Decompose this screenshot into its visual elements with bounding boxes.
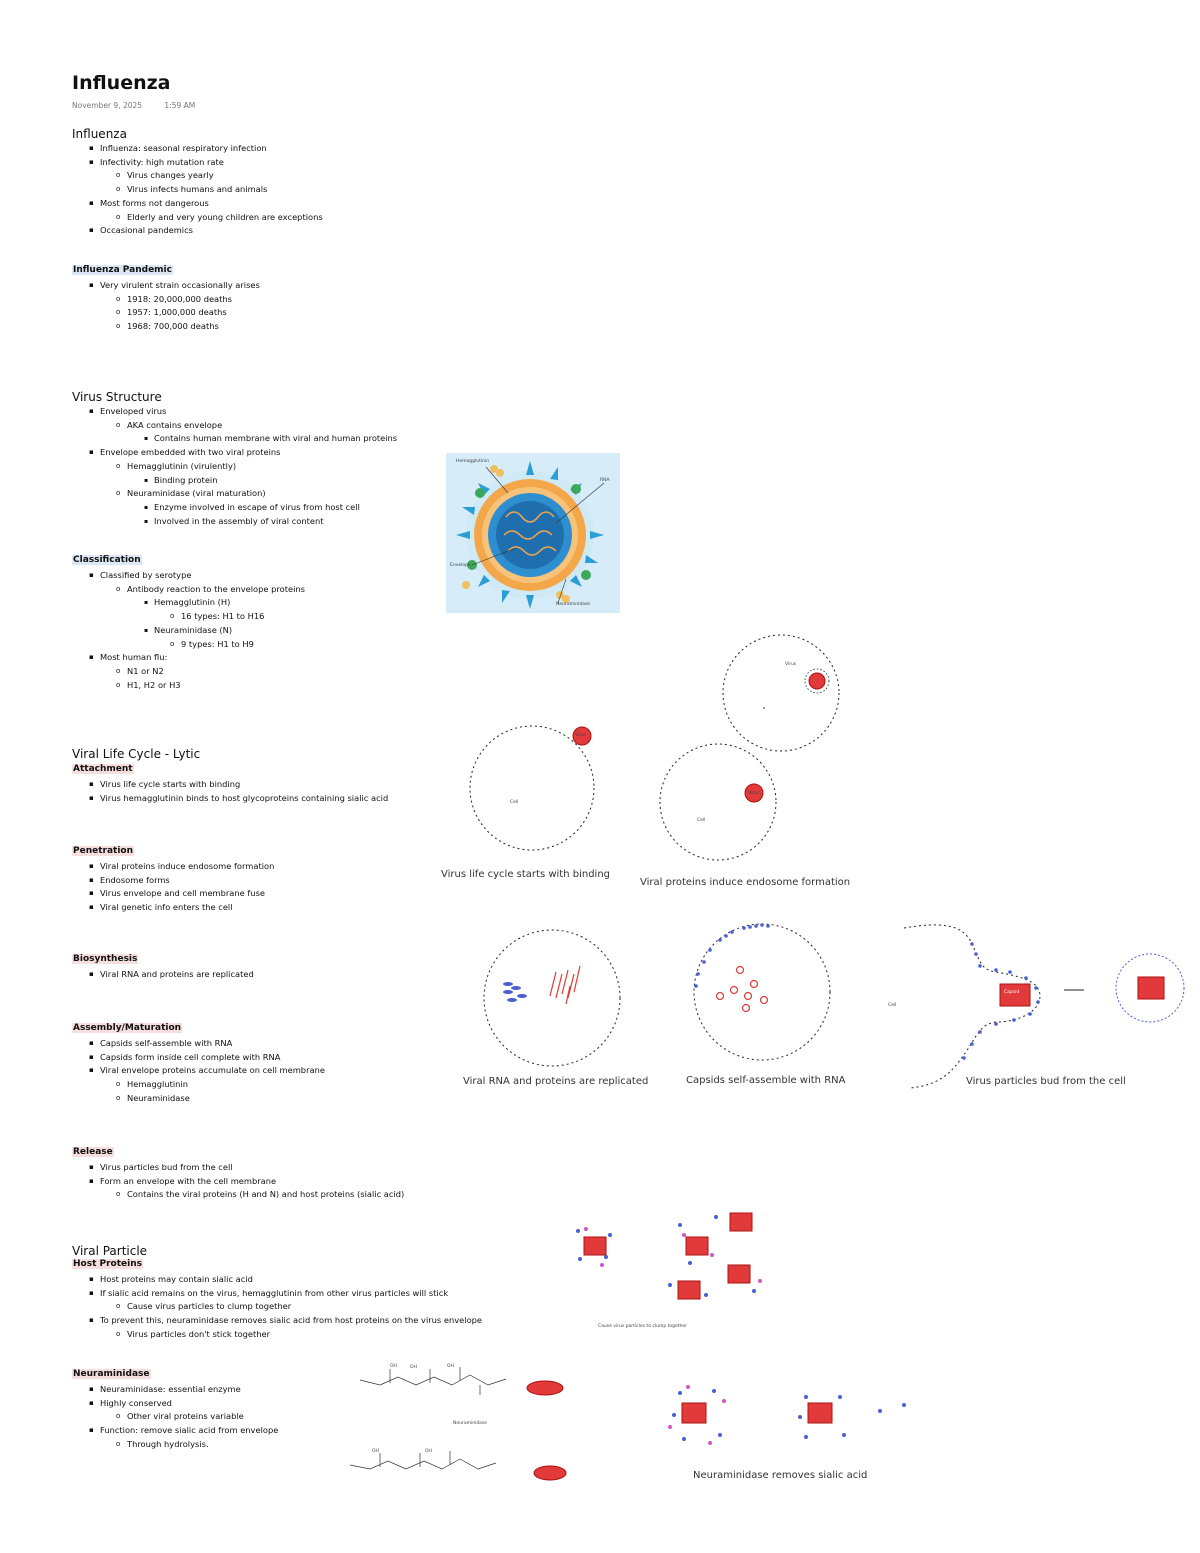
list-attachment: [72, 778, 388, 805]
list-item: ▪ Viral genetic info enters the cell: [72, 901, 274, 915]
list-item: ▪ Viral proteins induce endosome formation: [72, 860, 274, 874]
cell-budding-diagram: [900, 920, 1200, 1090]
list-item: o 1968: 700,000 deaths: [72, 320, 260, 334]
list-item: ▪ Capsids self-assemble with RNA: [72, 1037, 325, 1051]
list-item: ▪ Contains human membrane with viral and human proteins: [72, 432, 397, 446]
heading-penetration: Penetration: [73, 846, 134, 856]
list-item: o 9 types: H1 to H9: [72, 638, 305, 652]
cell-endosome-top-diagram: [719, 631, 843, 755]
list-biosynthesis: [72, 968, 254, 982]
list-item: ▪ Virus envelope and cell membrane fuse: [72, 887, 274, 901]
list-pandemic: [72, 279, 260, 334]
label-cell-1: Cell: [510, 800, 519, 805]
neuraminidase-removal-diagram: [640, 1375, 920, 1465]
heading-biosynthesis: Biosynthesis: [73, 954, 138, 964]
page-meta: [72, 101, 215, 110]
label-oh-1: OH: [390, 1364, 397, 1369]
list-item: o Cause virus particles to clump together: [72, 1300, 482, 1314]
label-cell-bud: Cell: [888, 1003, 897, 1008]
list-item: ▪ Influenza: seasonal respiratory infection: [72, 142, 323, 156]
label-oh-5: OH: [425, 1449, 432, 1454]
list-item: o Elderly and very young children are exceptions: [72, 211, 323, 225]
list-penetration: [72, 860, 274, 915]
list-item: o Neuraminidase: [72, 1092, 325, 1106]
heading-influenza: Influenza: [72, 127, 127, 141]
label-oh-3: OH: [447, 1364, 454, 1369]
heading-attachment: Attachment: [73, 764, 133, 774]
list-item: o H1, H2 or H3: [72, 679, 305, 693]
particles-clumping-diagram: [540, 1195, 780, 1325]
list-item: ▪ Neuraminidase: essential enzyme: [72, 1383, 278, 1397]
list-item: o Virus changes yearly: [72, 169, 323, 183]
caption-replicated: Viral RNA and proteins are replicated: [463, 1076, 649, 1087]
list-item: ▪ Host proteins may contain sialic acid: [72, 1273, 482, 1287]
heading-release: Release: [73, 1147, 113, 1157]
list-item: o Virus particles don't stick together: [72, 1328, 482, 1342]
sialic-acid-diagram: [340, 1355, 590, 1485]
label-hemagglutinin: Hemagglutinin: [456, 459, 490, 464]
list-classification: [72, 569, 305, 692]
list-item: ▪ Endosome forms: [72, 874, 274, 888]
list-item: ▪ Virus life cycle starts with binding: [72, 778, 388, 792]
label-neuraminidase-mol: Neuraminidase: [453, 1421, 488, 1426]
cell-endosome-diagram: [656, 740, 780, 864]
label-virus-1: Virus: [575, 733, 587, 738]
cell-capsid-diagram: [690, 920, 834, 1064]
list-item: ▪ Virus particles bud from the cell: [72, 1161, 404, 1175]
list-item: o Neuraminidase (viral maturation): [72, 487, 397, 501]
list-item: ▪ Neuraminidase (N): [72, 624, 305, 638]
heading-structure: Virus Structure: [72, 390, 162, 404]
page-title: Influenza: [72, 72, 171, 94]
list-item: ▪ Highly conserved: [72, 1397, 278, 1411]
label-oh-4: OH: [372, 1449, 379, 1454]
caption-clump: Cause virus particles to clump together: [598, 1324, 688, 1329]
caption-endosome: Viral proteins induce endosome formation: [640, 877, 851, 888]
label-rna: RNA: [600, 478, 610, 483]
cell-binding-diagram: [466, 722, 598, 854]
page-time: 1:59 AM: [164, 101, 196, 110]
list-item: ▪ Envelope embedded with two viral proteins: [72, 446, 397, 460]
label-cell-2: Cell: [697, 818, 706, 823]
list-release: [72, 1161, 404, 1202]
label-envelope: Envelope: [450, 563, 471, 568]
label-endosome: Virus: [785, 662, 797, 667]
list-item: ▪ Most forms not dangerous: [72, 197, 323, 211]
list-influenza: [72, 142, 323, 238]
list-item: ▪ Form an envelope with the cell membrane: [72, 1175, 404, 1189]
heading-neuraminidase: Neuraminidase: [73, 1369, 150, 1379]
label-virus-2: Virus: [748, 791, 760, 796]
list-item: o Through hydrolysis.: [72, 1438, 278, 1452]
list-item: ▪ Hemagglutinin (H): [72, 596, 305, 610]
list-item: o 16 types: H1 to H16: [72, 610, 305, 624]
list-item: ▪ Enveloped virus: [72, 405, 397, 419]
list-item: ▪ Viral envelope proteins accumulate on cell membrane: [72, 1064, 325, 1078]
list-item: ▪ Viral RNA and proteins are replicated: [72, 968, 254, 982]
caption-bud: Virus particles bud from the cell: [966, 1076, 1126, 1087]
list-assembly: [72, 1037, 325, 1106]
list-item: ▪ Involved in the assembly of viral content: [72, 515, 397, 529]
list-item: ▪ To prevent this, neuraminidase removes sialic acid from host proteins on the virus envelope: [72, 1314, 482, 1328]
list-item: ▪ Classified by serotype: [72, 569, 305, 583]
list-item: ▪ Binding protein: [72, 474, 397, 488]
list-item: o Contains the viral proteins (H and N) and host proteins (sialic acid): [72, 1188, 404, 1202]
list-structure: [72, 405, 397, 528]
heading-classification: Classification: [73, 555, 141, 565]
list-item: ▪ Very virulent strain occasionally arises: [72, 279, 260, 293]
label-capsid-bud: Capsid: [1004, 990, 1020, 995]
list-host: [72, 1273, 482, 1342]
list-item: o Virus infects humans and animals: [72, 183, 323, 197]
heading-assembly: Assembly/Maturation: [73, 1023, 182, 1033]
list-item: o 1918: 20,000,000 deaths: [72, 293, 260, 307]
caption-removed: Neuraminidase removes sialic acid: [693, 1470, 868, 1481]
cell-replication-diagram: [480, 926, 624, 1070]
list-item: o AKA contains envelope: [72, 419, 397, 433]
heading-particle: Viral Particle: [72, 1244, 148, 1258]
label-oh-2: OH: [410, 1365, 417, 1370]
caption-binding: Virus life cycle starts with binding: [441, 869, 611, 880]
list-item: o 1957: 1,000,000 deaths: [72, 306, 260, 320]
heading-host: Host Proteins: [73, 1259, 142, 1269]
list-item: ▪ Occasional pandemics: [72, 224, 323, 238]
list-neuraminidase: [72, 1383, 278, 1452]
virus-structure-diagram: [446, 453, 620, 613]
caption-capsids: Capsids self-assemble with RNA: [686, 1075, 846, 1086]
list-item: o Other viral proteins variable: [72, 1410, 278, 1424]
list-item: ▪ Capsids form inside cell complete with RNA: [72, 1051, 325, 1065]
heading-pandemic: Influenza Pandemic: [73, 265, 172, 275]
list-item: ▪ Virus hemagglutinin binds to host glycoproteins containing sialic acid: [72, 792, 388, 806]
list-item: ▪ Infectivity: high mutation rate: [72, 156, 323, 170]
label-neuraminidase-diagram: Neuraminidase: [556, 602, 591, 607]
list-item: ▪ Function: remove sialic acid from envelope: [72, 1424, 278, 1438]
list-item: ▪ Enzyme involved in escape of virus from host cell: [72, 501, 397, 515]
list-item: o Hemagglutinin (virulently): [72, 460, 397, 474]
list-item: o Antibody reaction to the envelope proteins: [72, 583, 305, 597]
list-item: o Hemagglutinin: [72, 1078, 325, 1092]
list-item: o N1 or N2: [72, 665, 305, 679]
list-item: ▪ Most human flu:: [72, 651, 305, 665]
heading-lifecycle: Viral Life Cycle - Lytic: [72, 747, 201, 761]
list-item: ▪ If sialic acid remains on the virus, hemagglutinin from other virus particles will stick: [72, 1287, 482, 1301]
page-date: November 9, 2025: [72, 101, 143, 110]
